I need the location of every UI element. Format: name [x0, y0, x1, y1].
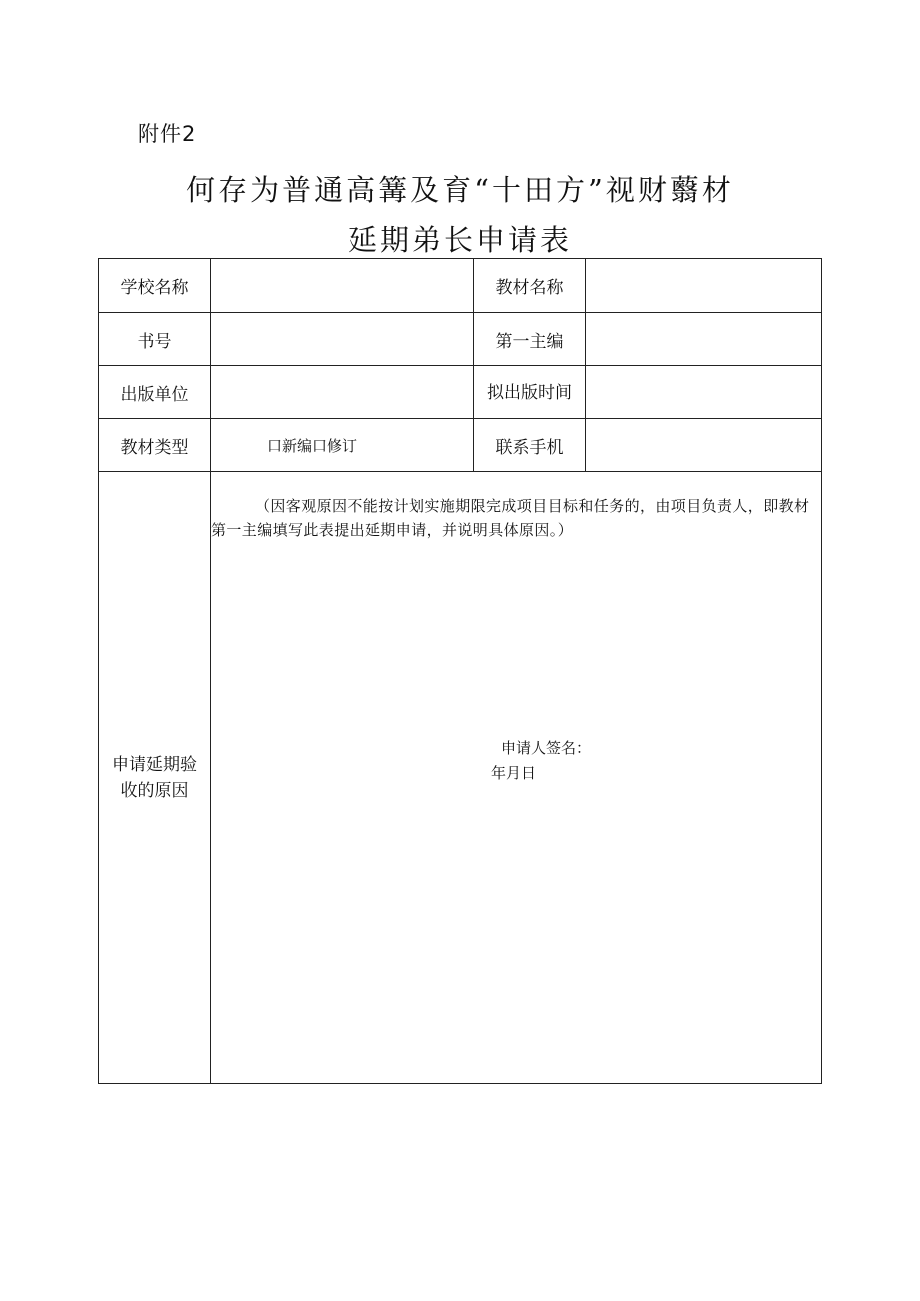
form-row-school: [99, 259, 822, 313]
reason-label-line-1: 申请延期验: [112, 754, 197, 775]
textbook-type-options[interactable]: 口新编口修订: [211, 419, 474, 472]
book-number-label: 书号: [99, 313, 211, 366]
publisher-label: 出版单位: [99, 366, 211, 419]
textbook-type-label: 教材类型: [99, 419, 211, 472]
application-form-table: [98, 258, 822, 1084]
planned-pub-time-field[interactable]: [586, 366, 822, 419]
planned-pub-time-label: 拟出版时间: [474, 366, 586, 419]
school-name-label: 学校名称: [99, 259, 211, 313]
textbook-name-field[interactable]: [586, 259, 822, 313]
contact-phone-field[interactable]: [586, 419, 822, 472]
form-row-publisher: [99, 366, 822, 419]
chief-editor-label: 第一主编: [474, 313, 586, 366]
book-number-field[interactable]: [211, 313, 474, 366]
publisher-field[interactable]: [211, 366, 474, 419]
textbook-name-label: 教材名称: [474, 259, 586, 313]
reason-field[interactable]: [211, 472, 822, 1084]
contact-phone-label: 联系手机: [474, 419, 586, 472]
reason-label-line-2: 收的原因: [120, 780, 189, 801]
attachment-label: 附件2: [138, 122, 197, 146]
form-row-type: [99, 419, 822, 472]
signature-date-label: 年月日: [491, 764, 537, 782]
chief-editor-field[interactable]: [586, 313, 822, 366]
form-title-line-1: 何存为普通高篝及育“十田方”视财蘙材: [186, 173, 734, 207]
reason-label: [99, 472, 211, 1084]
form-row-reason: [99, 472, 822, 1084]
form-title-line-2: 延期弟长申请表: [347, 223, 572, 257]
reason-instruction-note: （因客观原因不能按计划实施期限完成项目目标和任务的，由项目负责人，即教材第一主编填写此表提出延期申请，并说明具体原因。）: [211, 497, 810, 539]
applicant-signature-label: 申请人签名：: [501, 739, 592, 757]
school-name-field[interactable]: [211, 259, 474, 313]
form-row-book: [99, 313, 822, 366]
